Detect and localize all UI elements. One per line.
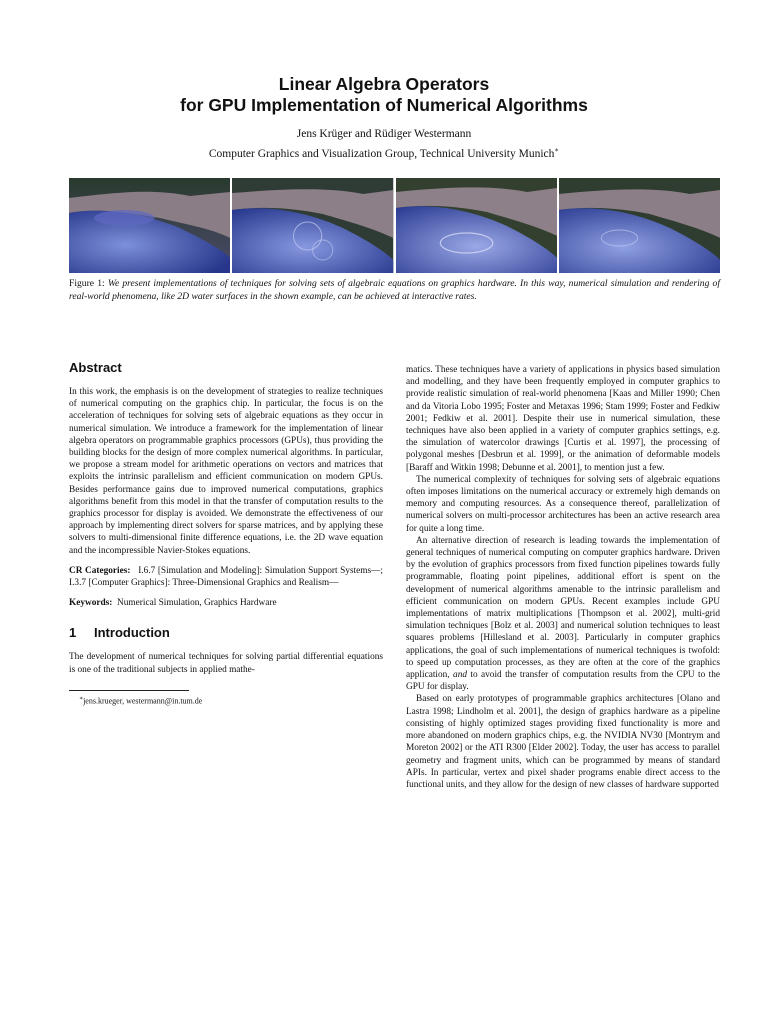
abstract-heading: Abstract — [69, 360, 122, 375]
caption-label: Figure 1: — [69, 278, 105, 289]
author-block — [0, 126, 768, 162]
paragraph-3-part-b: to avoid the transfer of computation results from the CPU to the GPU for display. — [406, 670, 721, 693]
cr-categories-text: I.6.7 [Simulation and Modeling]: Simulation Support Systems—; I.3.7 [Computer Graphics]: Three-Dimensional Graphics and Realism— — [69, 565, 383, 589]
footnote-rule — [69, 690, 189, 691]
figure-panel-3 — [396, 178, 557, 273]
left-column — [69, 360, 383, 707]
right-column — [406, 364, 720, 791]
keywords-text: Numerical Simulation, Graphics Hardware — [117, 598, 277, 609]
water-simulation-image-2 — [232, 178, 393, 273]
water-simulation-image-1 — [69, 178, 230, 273]
figure-panel-2 — [232, 178, 393, 273]
title-line-1: Linear Algebra Operators — [278, 74, 490, 94]
authors: Jens Krüger and Rüdiger Westermann — [296, 128, 472, 140]
keywords-label: Keywords: — [69, 598, 113, 609]
affiliation-footnote-mark: ∗ — [554, 146, 560, 154]
caption-text: We present implementations of techniques for solving sets of algebraic equations on graphics hardware. In this way, numerical simulation and rendering of real-world phenomena, like 2D water surfaces in the shown example, can be achieved at interactive rates. — [69, 278, 720, 302]
cr-categories-label: CR Categories: — [69, 565, 131, 576]
paragraph-4: Based on early prototypes of programmable graphics architectures [Olano and Lastra 1998; Lindholm et al. 2001], the design of graphics hardware as a pipeline consisting of highly optimized stages providing fixed functionality is more and more abandoned on modern graphics chips, e.g. the NVIDIA NV30 [Montrym and Moreton 2002] or the ATI R300 [Elder 2002]. Today, the user has access to parallel geometry and fragment units, which can be programmed by means of standard APIs. In particular, vertex and pixel shader programs enable direct access to the functional units, and they allow for the design of new classes of hardware supported — [406, 694, 720, 790]
cr-categories — [69, 565, 383, 589]
section-number: 1 — [69, 625, 77, 641]
affiliation: Computer Graphics and Visualization Group, Technical University Munich — [208, 147, 555, 160]
footnote-text: jens.krueger, westermann@in.tum.de — [83, 696, 203, 706]
figure-panel-1 — [69, 178, 230, 273]
introduction-text: The development of numerical techniques for solving partial differential equations is one of the traditional subjects in applied mathe- — [69, 652, 383, 675]
water-simulation-image-3 — [396, 178, 557, 273]
footnote — [69, 694, 383, 707]
introduction-heading — [69, 625, 383, 641]
keywords — [69, 597, 383, 609]
paragraph-1: matics. These techniques have a variety of applications in physics based simulation and modelling, and they have been frequently employed in computer graphics to provide realistic simulation of real-world phenomena [Kaas and Miller 1990; Chen and da Vitoria Lobo 1995; Foster and Metaxas 1996; Stam 1999; Foster and Fedkiw 2001; Fedkiw et al. 2001]. Despite their use in numerical simulation, these techniques have also been applied in a variety of computer graphics settings, e.g. the simulation of watercolor drawings [Curtis et al. 1997], the processing of polygonal meshes [Desbrun et al. 1999], or the animation of deformable models [Baraff and Witkin 1998; Debunne et al. 2001], to mention just a few. — [406, 365, 720, 473]
paragraph-3-emphasis: and — [453, 670, 467, 681]
figure-panel-4 — [559, 178, 720, 273]
section-title: Introduction — [94, 625, 170, 641]
abstract-text: In this work, the emphasis is on the development of strategies to realize techniques of numerical computing on the graphics chip. In particular, the focus is on the acceleration of techniques for solving sets of algebraic equations as they occur in numerical simulation. We introduce a framework for the implementation of linear algebra operators on programmable graphics processors (GPUs), thus providing the building blocks for the design of more complex numerical algorithms. In particular, we propose a stream model for arithmetic operations on vectors and matrices that exploits the intrinsic parallelism and efficient communication on modern GPUs. Besides performance gains due to improved numerical computations, graphics algorithms benefit from this model in that the transfer of computation results to the graphics processor for display is avoided. We demonstrate the effectiveness of our approach by implementing direct solvers for sparse matrices, and by applying these solvers to multi-dimensional finite difference equations, i.e. the 2D wave equation and the incompressible Navier-Stokes equations. — [69, 387, 383, 556]
affiliation-line — [0, 142, 768, 162]
water-simulation-image-4 — [559, 178, 720, 273]
footnote-mark: ∗ — [79, 695, 84, 702]
title-line-2: for GPU Implementation of Numerical Algorithms — [180, 95, 588, 115]
paragraph-2: The numerical complexity of techniques for solving sets of algebraic equations often imposes limitations on the numerical accuracy or extremely high demands on memory and computing resources. As a consequence thereof, parallelization of numerical solvers on multi-processor architectures has been an active research area for quite a long time. — [406, 474, 720, 534]
paper-title — [0, 74, 768, 116]
figure-1 — [69, 178, 720, 273]
paragraph-3 — [406, 535, 720, 694]
figure-caption — [69, 278, 720, 303]
paragraph-3-part-a: An alternative direction of research is leading towards the implementation of general techniques of numerical computing on computer graphics hardware. Driven by the evolution of graphics processors from fixed function pipelines towards fully programmable, floating point pipelines, additional effort is spent on the development of numerical algorithms amenable to the intrinsic parallelism and efficient communication on modern GPUs. Recent examples include GPU implementations of matrix multiplications [Thompson et al. 2002], multi-grid simulation techniques [Bolz et al. 2003] and numerical solution techniques to least squares problems [Hillesland et al. 2003]. Particularly in computer graphics applications, the goal of such implementations of numerical techniques is twofold: to speed up computation processes, as they are often at the core of the graphics application, — [406, 535, 720, 681]
